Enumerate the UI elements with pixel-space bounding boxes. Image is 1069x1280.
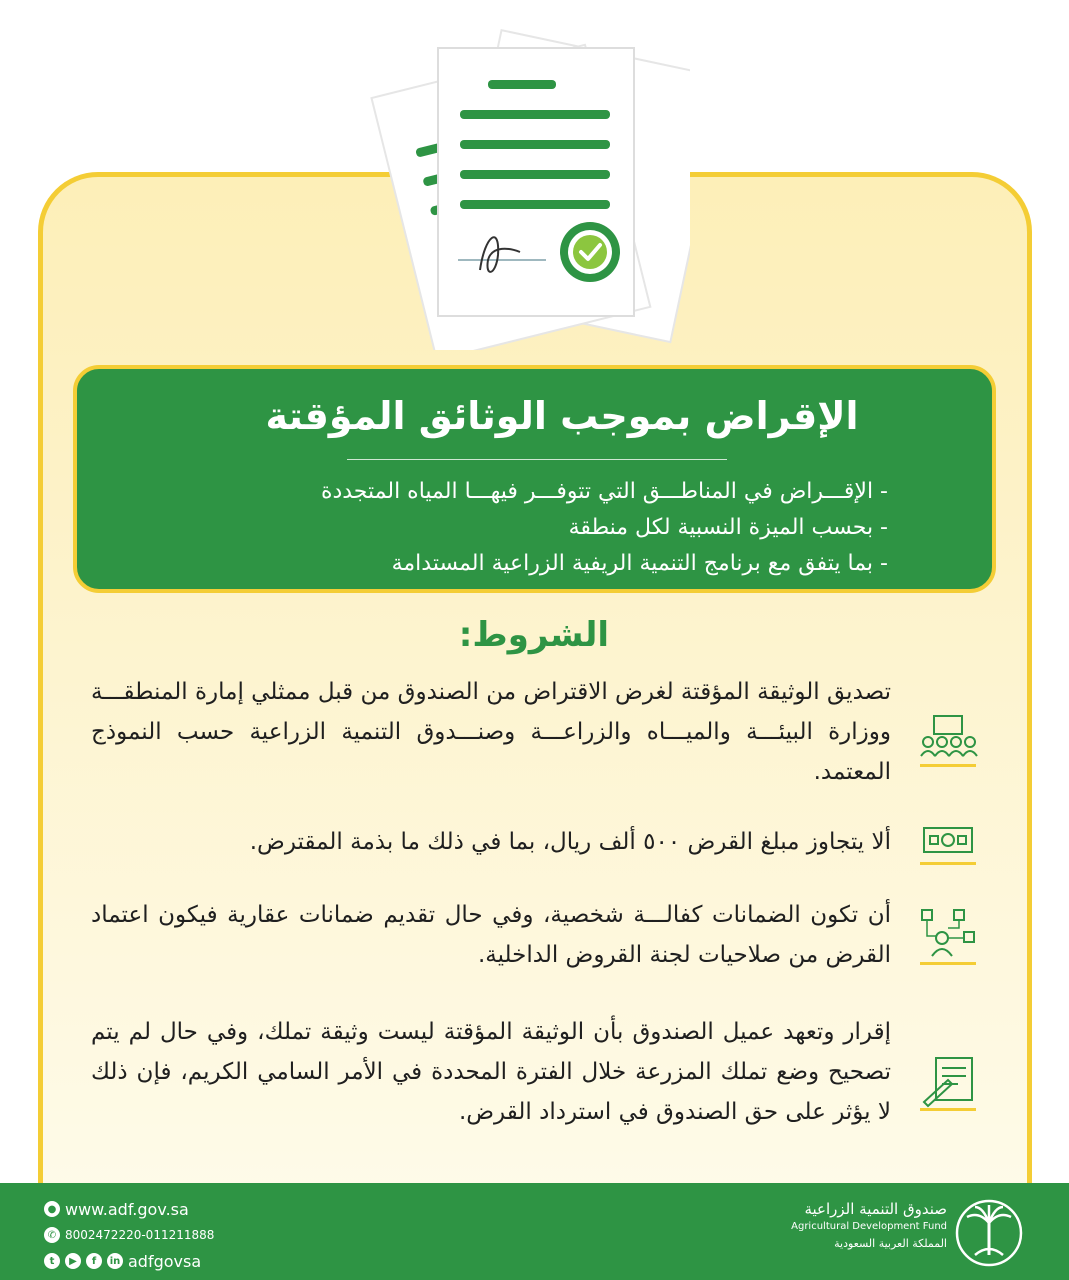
country-name-ar: المملكة العربية السعودية (834, 1237, 947, 1250)
website-link[interactable]: www.adf.gov.sa (65, 1199, 189, 1219)
footer-contact (44, 1197, 214, 1275)
conditions-title: الشروط: (458, 615, 609, 655)
banknote-icon (918, 818, 978, 878)
footer (0, 1183, 1069, 1280)
social-handle: adfgovsa (128, 1251, 202, 1271)
banner-title: الإقراض بموجب الوثائق المؤقتة (265, 394, 859, 438)
banner-divider (347, 459, 727, 460)
facebook-icon[interactable]: f (86, 1253, 102, 1269)
condition-item: إقرار وتعهد عميل الصندوق بأن الوثيقة المؤقتة ليست وثيقة تملك، وفي حال لم يتم تصحيح وضع تملك المزرعة خلال الفترة المحددة في الأمر السامي الكريم، فإن ذلك لا يؤثر على حق الصندوق في استرداد القرض. (91, 1019, 891, 1125)
banner-list (168, 474, 888, 582)
org-name-ar: صندوق التنمية الزراعية (804, 1200, 947, 1218)
banner-list-item: - الإقـــراض في المناطـــق التي تتوفـــر فيهـــا المياه المتجددة (320, 479, 888, 504)
document-signing-icon (918, 1052, 978, 1112)
condition-item: تصديق الوثيقة المؤقتة لغرض الاقتراض من الصندوق من قبل ممثلي إمارة المنطقـــة ووزارة البيئـــة والميـــاه والزراعـــة وصنـــدوق التنمية الزراعية حسب النموذج المعتمد. (90, 679, 891, 785)
banner-list-item: - بما يتفق مع برنامج التنمية الريفية الزراعية المستدامة (391, 551, 888, 576)
youtube-icon[interactable]: ▶ (65, 1253, 81, 1269)
globe-icon: ● (44, 1201, 60, 1217)
phone-number: 8002472220-011211888 (65, 1228, 215, 1242)
condition-item: أن تكون الضمانات كفالـــة شخصية، وفي حال تقديم ضمانات عقارية فيكون اعتماد القرض من صلاحيات لجنة القروض الداخلية. (91, 902, 891, 968)
condition-item: ألا يتجاوز مبلغ القرض ٥٠٠ ألف ريال، بما في ذلك ما بذمة المقترض. (249, 829, 891, 855)
phone-icon: ✆ (44, 1227, 60, 1243)
banner (73, 365, 996, 593)
approval-flow-icon (918, 906, 978, 966)
twitter-icon[interactable]: t (44, 1253, 60, 1269)
org-name-en: Agricultural Development Fund (791, 1221, 947, 1232)
documents-illustration (360, 20, 690, 350)
adf-logo (715, 1193, 1025, 1273)
palm-emblem-icon (953, 1193, 1025, 1273)
committee-icon (918, 712, 978, 772)
banner-list-item: - بحسب الميزة النسبية لكل منطقة (568, 515, 888, 540)
linkedin-icon[interactable]: in (107, 1253, 123, 1269)
